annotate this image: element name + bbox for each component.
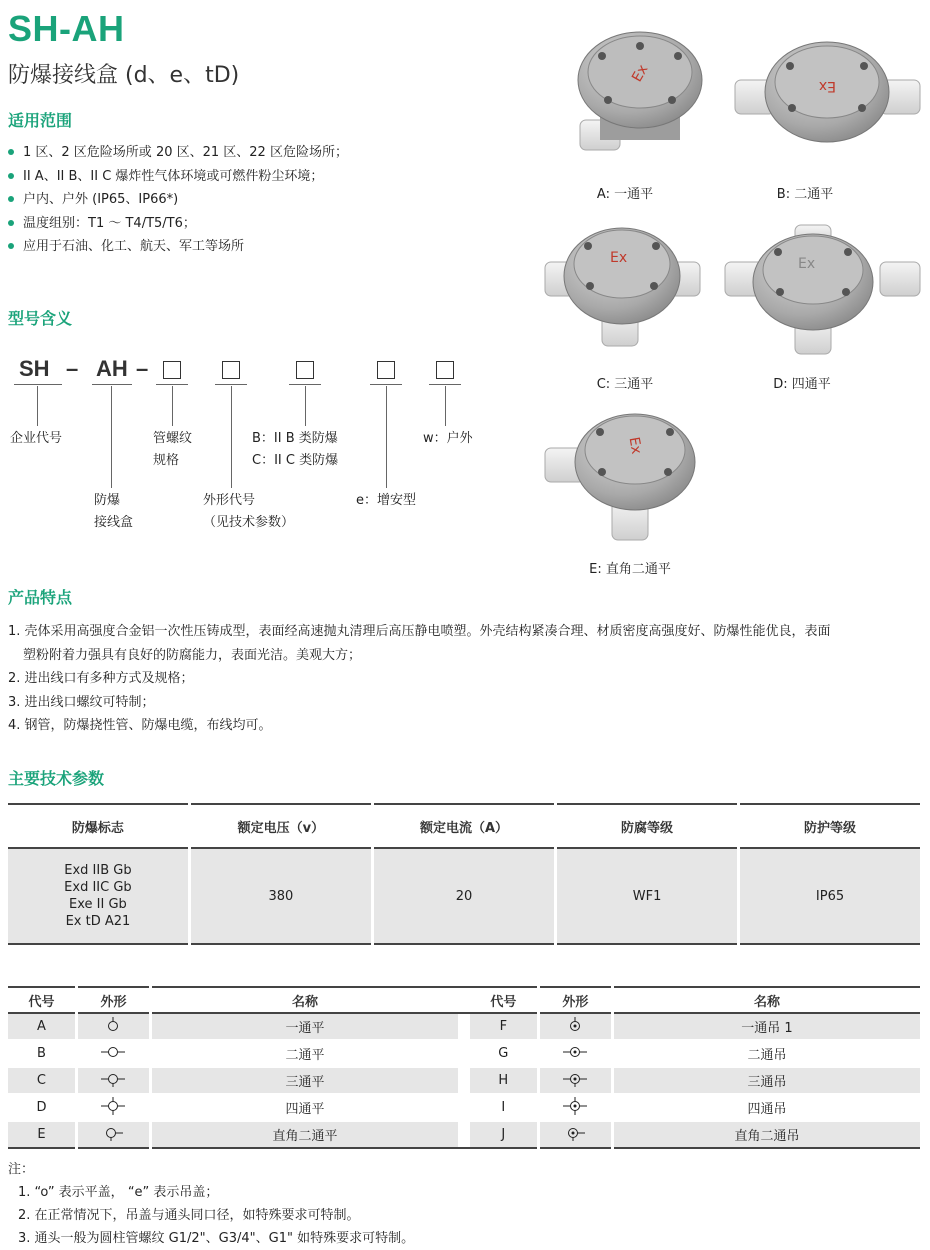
model-code-ah: AH [96, 356, 128, 381]
col-header: 名称 [612, 987, 920, 1013]
table-header-row [8, 804, 920, 848]
shape-codes-table [8, 986, 920, 1149]
code-cell: J [470, 1121, 538, 1148]
name-cell: 直角二通吊 [612, 1121, 920, 1148]
shape-four-way-hanging-icon [538, 1094, 612, 1121]
name-cell: 四通平 [151, 1094, 459, 1121]
leader-line [231, 386, 232, 488]
tech-params-table [8, 803, 920, 945]
model-slot-thread [163, 361, 181, 379]
bullet-dot-icon [8, 173, 14, 179]
model-dash: – [66, 356, 79, 381]
voltage-cell: 380 [189, 848, 372, 944]
label-box: 防爆 接线盒 [94, 493, 134, 530]
model-slot-shape [222, 361, 240, 379]
shape-three-way-icon [76, 1067, 150, 1094]
col-header: 防腐等级 [556, 804, 739, 848]
table-row [8, 848, 920, 944]
scope-item: 温度组别：T1 ～ T4/T5/T6； [8, 212, 528, 236]
note-item: 1. “o” 表示平盖， “e” 表示吊盖； [18, 1185, 219, 1200]
label-outdoor: w：户外 [423, 431, 473, 446]
spacer [458, 1013, 470, 1040]
name-cell: 一通平 [151, 1013, 459, 1040]
notes-section [8, 1158, 414, 1250]
name-cell: 三通吊 [612, 1067, 920, 1094]
leader-line [305, 386, 306, 426]
leader-line [386, 386, 387, 488]
note-item: 3. 通头一般为圆柱管螺纹 G1/2"、G3/4"、G1" 如特殊要求可特制。 [18, 1231, 415, 1246]
bullet-dot-icon [8, 196, 14, 202]
code-cell: C [8, 1067, 76, 1094]
label-company: 企业代号 [10, 431, 63, 446]
shape-two-way-hanging-icon [538, 1040, 612, 1067]
ex-mark: Ex [625, 435, 645, 456]
underline [14, 384, 62, 385]
anticorrosion-cell: WF1 [556, 848, 739, 944]
code-cell: E [8, 1121, 76, 1148]
code-cell: I [470, 1094, 538, 1121]
underline [156, 384, 188, 385]
table-row [8, 1040, 920, 1067]
name-cell: 四通吊 [612, 1094, 920, 1121]
col-header: 防护等级 [739, 804, 920, 848]
note-item: 2. 在正常情况下，吊盖与通头同口径，如特殊要求可特制。 [18, 1208, 360, 1223]
ex-mark: Ex [610, 250, 628, 266]
col-header: 额定电流（A） [372, 804, 555, 848]
spacer [458, 987, 470, 1013]
underline [215, 384, 247, 385]
leader-line [172, 386, 173, 426]
col-header: 防爆标志 [8, 804, 189, 848]
feature-item: 4. 钢管，防爆挠性管、防爆电缆，布线均可。 [8, 718, 272, 733]
shape-one-way-hanging-icon [538, 1013, 612, 1040]
name-cell: 二通平 [151, 1040, 459, 1067]
spacer [458, 1094, 470, 1121]
photo-d-image [725, 225, 920, 354]
tech-heading: 主要技术参数 [8, 769, 105, 788]
bullet-dot-icon [8, 220, 14, 226]
photo-e-caption: E: 直角二通平 [589, 562, 671, 577]
shape-one-way-icon [76, 1013, 150, 1040]
model-slot-class [296, 361, 314, 379]
col-header: 代号 [470, 987, 538, 1013]
code-cell: F [470, 1013, 538, 1040]
protection-cell: IP65 [739, 848, 920, 944]
feature-item-cont: 塑粉附着力强具有良好的防腐能力，表面光洁。美观大方； [23, 647, 362, 663]
leader-line [445, 386, 446, 426]
name-cell: 直角二通平 [151, 1121, 459, 1148]
product-title: SH-AH [8, 8, 125, 49]
code-cell: H [470, 1067, 538, 1094]
model-heading: 型号含义 [8, 309, 73, 328]
code-cell: A [8, 1013, 76, 1040]
scope-item: 应用于石油、化工、航天、军工等场所 [8, 235, 528, 259]
col-header: 名称 [151, 987, 459, 1013]
spacer [458, 1121, 470, 1148]
spacer [458, 1067, 470, 1094]
label-shape: 外形代号 （见技术参数） [203, 493, 295, 530]
current-cell: 20 [372, 848, 555, 944]
scope-heading: 适用范围 [8, 111, 73, 130]
shape-right-angle-icon [76, 1121, 150, 1148]
photo-c-caption: C: 三通平 [596, 377, 654, 392]
bullet-dot-icon [8, 243, 14, 249]
shape-two-way-icon [76, 1040, 150, 1067]
code-cell: D [8, 1094, 76, 1121]
ex-mark: Ex [629, 62, 652, 85]
col-header: 代号 [8, 987, 76, 1013]
underline [289, 384, 321, 385]
scope-list [8, 141, 528, 259]
underline [370, 384, 402, 385]
feature-item: 1. 壳体采用高强度合金铝一次性压铸成型，表面经高速抛丸清理后高压静电喷塑。外壳结构紧凑合理、材质密度高强度好、防爆性能优良，表面 [8, 624, 831, 639]
photo-a-image [578, 32, 702, 150]
product-subtitle: 防爆接线盒 (d、e、tD) [8, 63, 240, 88]
name-cell: 二通吊 [612, 1040, 920, 1067]
scope-item: II A、II B、II C 爆炸性气体环境或可燃件粉尘环境； [8, 165, 528, 189]
table-row [8, 1067, 920, 1094]
photo-e-image [545, 414, 695, 540]
table-row [8, 1121, 920, 1148]
label-thread: 管螺纹 规格 [153, 431, 193, 468]
code-cell: G [470, 1040, 538, 1067]
shape-right-angle-hanging-icon [538, 1121, 612, 1148]
table-row [8, 1094, 920, 1121]
feature-item: 2. 进出线口有多种方式及规格； [8, 671, 194, 686]
label-increased-safety: e：增安型 [356, 493, 416, 508]
feature-item: 3. 进出线口螺纹可特制； [8, 694, 155, 710]
underline [429, 384, 461, 385]
ex-mark: Ex [818, 78, 836, 94]
scope-item: 1 区、2 区危险场所或 20 区、21 区、22 区危险场所； [8, 141, 528, 165]
notes-heading: 注： [8, 1162, 35, 1177]
explosion-marks-cell: Exd IIB Gb Exd IIC Gb Exe II Gb Ex tD A21 [8, 848, 189, 944]
shape-four-way-icon [76, 1094, 150, 1121]
features-heading: 产品特点 [8, 588, 73, 607]
label-explosion-class: B：II B 类防爆 C：II C 类防爆 [252, 431, 339, 468]
photo-c-image [545, 228, 700, 346]
table-header-row [8, 987, 920, 1013]
photo-a-caption: A: 一通平 [596, 187, 654, 202]
model-code-sh: SH [19, 356, 50, 381]
col-header: 额定电压（v） [189, 804, 372, 848]
features-list [8, 620, 923, 738]
model-slot-e [377, 361, 395, 379]
leader-line [37, 386, 38, 426]
model-slot-w [436, 361, 454, 379]
shape-three-way-hanging-icon [538, 1067, 612, 1094]
table-row [8, 1013, 920, 1040]
scope-item: 户内、户外 (IP65、IP66*) [8, 188, 528, 212]
col-header: 外形 [76, 987, 150, 1013]
bullet-dot-icon [8, 149, 14, 155]
spacer [458, 1040, 470, 1067]
code-cell: B [8, 1040, 76, 1067]
model-dash: – [136, 356, 149, 381]
photo-b-caption: B: 二通平 [776, 187, 834, 202]
col-header: 外形 [538, 987, 612, 1013]
product-photos [540, 0, 930, 600]
underline [92, 384, 132, 385]
name-cell: 三通平 [151, 1067, 459, 1094]
photo-d-caption: D: 四通平 [773, 377, 831, 392]
name-cell: 一通吊 1 [612, 1013, 920, 1040]
ex-mark: Ex [798, 256, 816, 272]
leader-line [111, 386, 112, 488]
photo-b-image [735, 42, 920, 142]
